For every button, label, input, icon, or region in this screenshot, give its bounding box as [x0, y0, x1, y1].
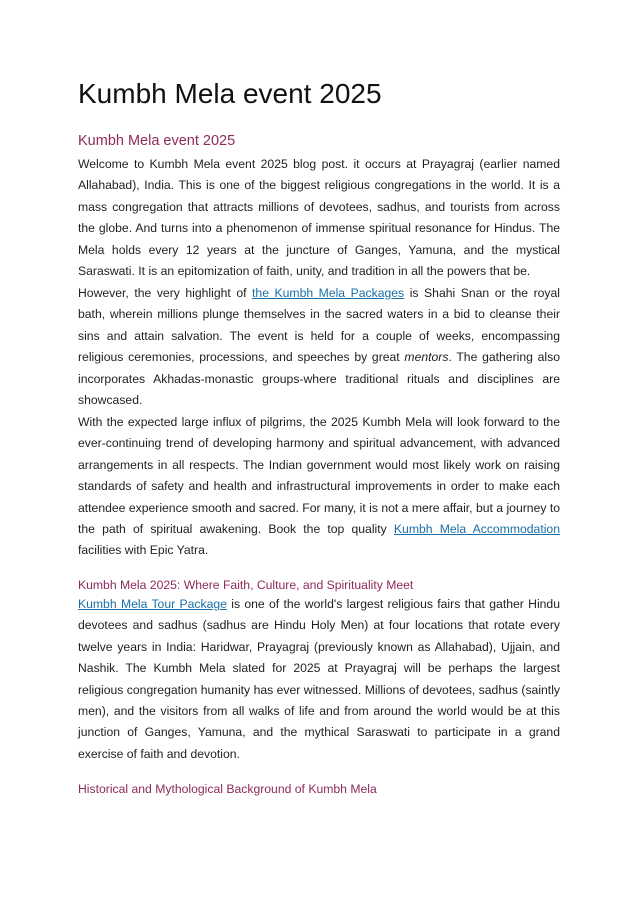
paragraph-text: With the expected large influx of pilgrims, the 2025 Kumbh Mela will look forward to the ever-continuing trend of developing harmony and spiritual advancement, with advanced arrangements in all respects. The Indian government would most likely work on raising standards of safety and health and infrastructural improvements in order to make each attendee experience smooth and sacred. For many, it is not a mere affair, but a journey to the path of spiritual awakening. Book the top quality — [78, 415, 560, 537]
pilgrims-paragraph — [78, 412, 560, 562]
tour-package-paragraph — [78, 594, 560, 765]
paragraph-text: is Shahi Snan or the royal bath, wherein millions plunge themselves in the sacred waters in a bid to cleanse their sins and attain salvation. The event is held for a couple of weeks, encompassing religious ceremonies, processions, and speeches by great — [78, 286, 561, 365]
intro-paragraph: Welcome to Kumbh Mela event 2025 blog post. it occurs at Prayagraj (earlier named Allahabad), India. This is one of the biggest religious congregations in the world. It is a mass congregation that attracts millions of devotees, sadhus, and tourists from across the globe. And turns into a phenomenon of immense spiritual resonance for Hindus. The Mela holds every 12 years at the juncture of Ganges, Yamuna, and the mystical Saraswati. It is an epitomization of faith, unity, and tradition in all the powers that be. — [78, 157, 560, 279]
kumbh-mela-accommodation-link[interactable]: Kumbh Mela Accommodation — [393, 522, 560, 537]
shahi-snan-paragraph — [78, 283, 560, 411]
paragraph-text: However, the very highlight of — [78, 286, 253, 300]
emphasis-text: mentors — [404, 350, 449, 365]
section-heading-event: Kumbh Mela event 2025 — [78, 133, 236, 149]
section-heading-history: Historical and Mythological Background of Kumbh Mela — [78, 782, 377, 796]
page-title: Kumbh Mela event 2025 — [78, 78, 382, 109]
kumbh-mela-tour-package-link[interactable]: Kumbh Mela Tour Package — [78, 597, 227, 611]
paragraph-text: facilities with Epic Yatra. — [78, 543, 209, 558]
kumbh-mela-packages-link[interactable]: the Kumbh Mela Packages — [252, 286, 405, 300]
section-heading-faith-culture: Kumbh Mela 2025: Where Faith, Culture, and Spirituality Meet — [78, 578, 414, 592]
paragraph-text: . The gathering also incorporates Akhadas-monastic groups-where traditional rituals and disciplines are showcased. — [78, 350, 560, 408]
paragraph-text: is one of the world's largest religious fairs that gather Hindu devotees and sadhus (sadhus are Hindu Holy Men) at four locations that rotate every twelve years in India: Haridwar, Prayagraj (previously known as Allahabad), Ujjain, and Nashik. The Kumbh Mela slated for 2025 at Prayagraj will be perhaps the largest religious congregation humanity has ever witnessed. Millions of devotees, sadhus (saintly men), and the visitors from all walks of life and from around the world would be at this junction of Ganges, Yamuna, and the mythical Saraswati to participate in a grand exercise of faith and devotion. — [78, 597, 560, 761]
